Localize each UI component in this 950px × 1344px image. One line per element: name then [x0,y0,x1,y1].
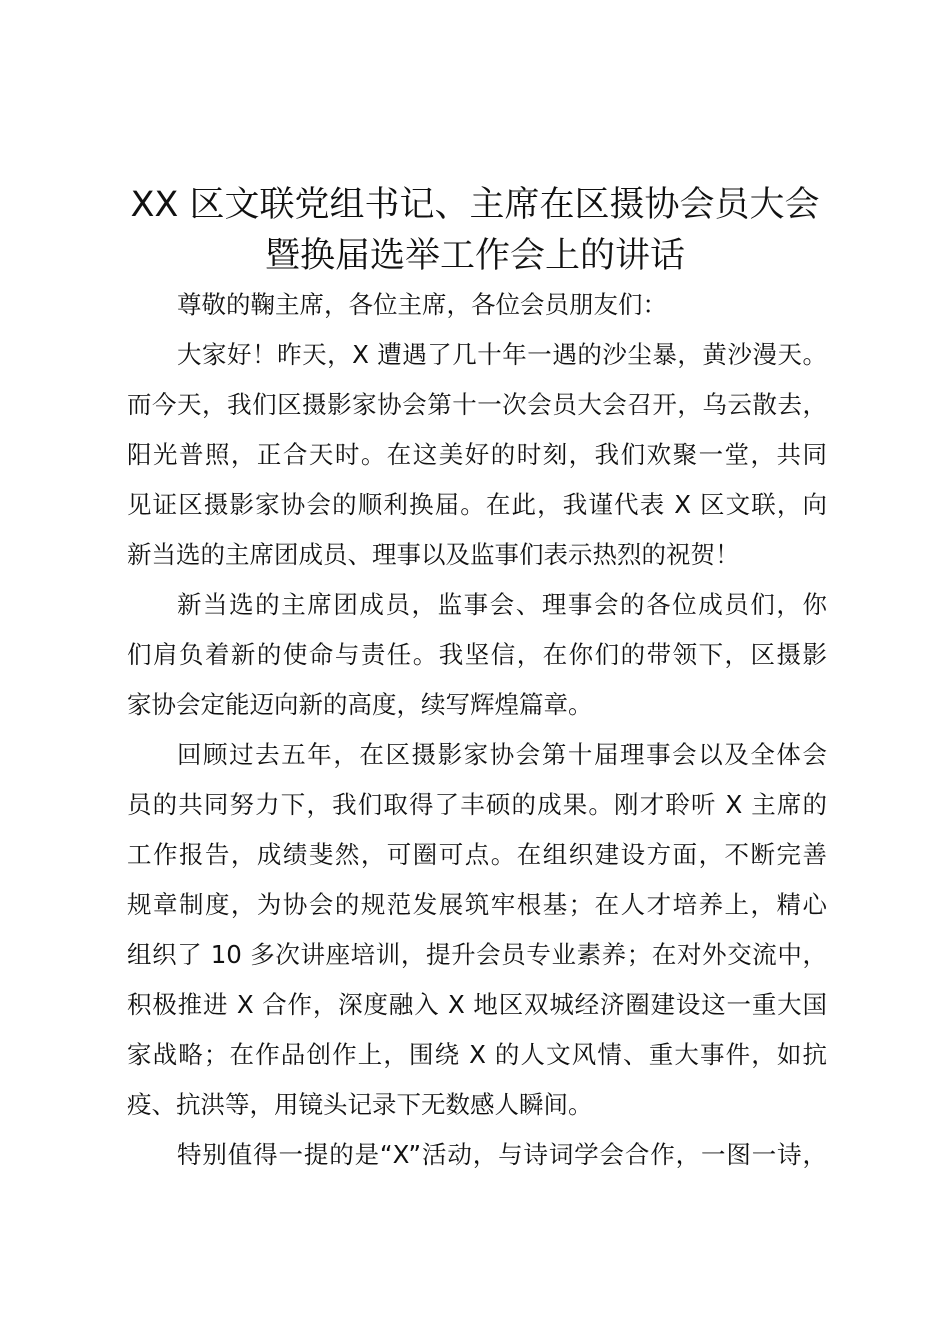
paragraph-line: 规章制度，为协会的规范发展筑牢根基；在人才培养上，精心 [127,890,827,919]
document-title [110,180,840,282]
title-line-1: XX 区文联党组书记、主席在区摄协会员大会 [130,185,820,225]
paragraph-line: 见证区摄影家协会的顺利换届。在此，我谨代表 X 区文联，向 [127,490,827,519]
paragraph-line: 员的共同努力下，我们取得了丰硕的成果。刚才聆听 X 主席的 [127,790,827,819]
paragraph-line: 特别值得一提的是“X”活动，与诗词学会合作，一图一诗， [177,1140,827,1169]
paragraph-line: 家战略；在作品创作上，围绕 X 的人文风情、重大事件，如抗 [127,1040,827,1069]
paragraph-line: 新当选的主席团成员，监事会、理事会的各位成员们，你 [177,590,827,619]
paragraph-line: 工作报告，成绩斐然，可圈可点。在组织建设方面，不断完善 [127,840,827,869]
salutation-line: 尊敬的鞠主席，各位主席，各位会员朋友们： [177,290,667,319]
document-body [127,280,827,1180]
title-line-2: 暨换届选举工作会上的讲话 [264,236,685,276]
paragraph-line: 新当选的主席团成员、理事以及监事们表示热烈的祝贺！ [127,540,740,569]
paragraph-1 [127,330,827,580]
salutation-paragraph [127,280,827,330]
paragraph-line: 们肩负着新的使命与责任。我坚信，在你们的带领下，区摄影 [127,640,827,669]
paragraph-line: 组织了 10 多次讲座培训，提升会员专业素养；在对外交流中， [127,940,827,969]
paragraph-line: 阳光普照，正合天时。在这美好的时刻，我们欢聚一堂，共同 [127,440,827,469]
paragraph-line: 而今天，我们区摄影家协会第十一次会员大会召开，乌云散去， [127,390,827,419]
paragraph-line: 家协会定能迈向新的高度，续写辉煌篇章。 [127,690,593,719]
paragraph-4 [127,1130,827,1180]
paragraph-line: 疫、抗洪等，用镜头记录下无数感人瞬间。 [127,1090,593,1119]
paragraph-line: 积极推进 X 合作，深度融入 X 地区双城经济圈建设这一重大国 [127,990,827,1019]
paragraph-line: 大家好！昨天，X 遭遇了几十年一遇的沙尘暴，黄沙漫天。 [177,340,827,369]
paragraph-line: 回顾过去五年，在区摄影家协会第十届理事会以及全体会 [177,740,827,769]
paragraph-2 [127,580,827,730]
paragraph-3 [127,730,827,1130]
